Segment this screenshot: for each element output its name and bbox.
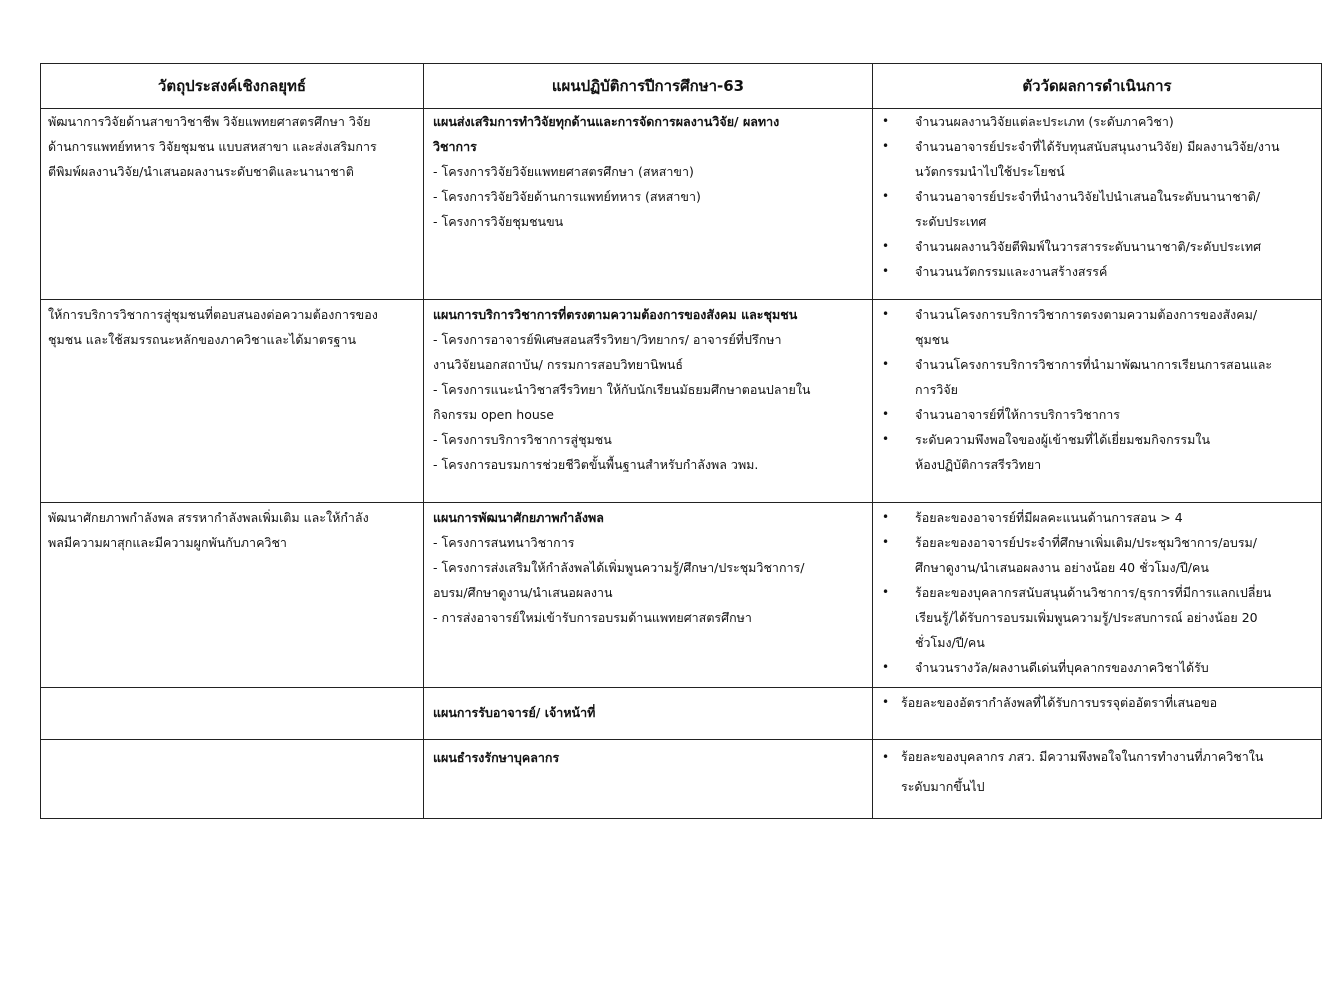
plan-title: แผนธำรงรักษาบุคลากร <box>433 750 560 765</box>
bullet-icon: • <box>882 307 890 321</box>
plan-item: งานวิจัยนอกสถาบัน/ กรรมการสอบวิทยานิพนธ์ <box>433 357 684 372</box>
plan-title: แผนส่งเสริมการทำวิจัยทุกด้านและการจัดการผลงานวิจัย/ ผลทาง <box>433 114 780 129</box>
indicator-cell <box>873 300 1322 503</box>
plan-title: แผนการพัฒนาศักยภาพกำลังพล <box>433 510 604 525</box>
plan-cell <box>424 503 873 688</box>
objective-cell <box>41 740 424 819</box>
indicator-item: • ร้อยละของอัตรากำลังพลที่ได้รับการบรรจุต่ออัตราที่เสนอขอ <box>879 690 1321 715</box>
plan-cell <box>424 300 873 503</box>
bullet-icon: • <box>882 510 890 524</box>
objective-cell <box>41 503 424 688</box>
bullet-icon: • <box>882 660 890 674</box>
bullet-icon: • <box>882 535 890 549</box>
bullet-icon: • <box>882 585 890 599</box>
bullet-icon: • <box>882 695 890 709</box>
indicator-item: • ร้อยละของอาจารย์ประจำที่ศึกษาเพิ่มเติม/ประชุมวิชาการ/อบรม/ ศึกษาดูงาน/นำเสนอผลงาน อย่างน้อย 40 ชั่วโมง/ปี/คน <box>879 530 1321 580</box>
objective-line: ให้การบริการวิชาการสู่ชุมชนที่ตอบสนองต่อความต้องการของ <box>48 307 378 322</box>
bullet-icon: • <box>882 357 890 371</box>
plan-item: - โครงการสนทนาวิชาการ <box>433 535 575 550</box>
indicator-item: • จำนวนโครงการบริการวิชาการตรงตามความต้องการของสังคม/ ชุมชน <box>879 302 1321 352</box>
plan-item: - โครงการบริการวิชาการสู่ชุมชน <box>433 432 612 447</box>
table-row <box>41 300 1322 503</box>
plan-item: - การส่งอาจารย์ใหม่เข้ารับการอบรมด้านแพทยศาสตรศึกษา <box>433 610 752 625</box>
indicator-cell <box>873 740 1322 819</box>
indicator-item: • จำนวนผลงานวิจัยแต่ละประเภท (ระดับภาควิชา) <box>879 109 1321 134</box>
objective-cell <box>41 109 424 300</box>
objective-line: ชุมชน และใช้สมรรถนะหลักของภาควิชาและได้มาตรฐาน <box>48 332 357 347</box>
header-row <box>41 64 1322 109</box>
objective-line: ตีพิมพ์ผลงานวิจัย/นำเสนอผลงานระดับชาติและนานาชาติ <box>48 164 354 179</box>
indicator-cell <box>873 688 1322 740</box>
indicator-item: • ร้อยละของบุคลากรสนับสนุนด้านวิชาการ/ธุรการที่มีการแลกเปลี่ยน เรียนรู้/ได้รับการอบรมเพิ่มพูนความรู้/ประสบการณ์ อย่างน้อย 20 ชั่วโมง/ปี/คน <box>879 580 1321 655</box>
objective-line: พลมีความผาสุกและมีความผูกพันกับภาควิชา <box>48 535 287 550</box>
indicator-item: • จำนวนรางวัล/ผลงานดีเด่นที่บุคลากรของภาควิชาได้รับ <box>879 655 1321 680</box>
objective-line: พัฒนาการวิจัยด้านสาขาวิชาชีพ วิจัยแพทยศาสตรศึกษา วิจัย <box>48 114 371 129</box>
plan-item: - โครงการส่งเสริมให้กำลังพลได้เพิ่มพูนความรู้/ศึกษา/ประชุมวิชาการ/ <box>433 560 805 575</box>
plan-title: แผนการบริการวิชาการที่ตรงตามความต้องการของสังคม และชุมชน <box>433 307 798 322</box>
plan-title: วิชาการ <box>433 139 477 154</box>
indicator-item: • ร้อยละของอาจารย์ที่มีผลคะแนนด้านการสอน > 4 <box>879 505 1321 530</box>
bullet-icon: • <box>882 407 890 421</box>
plan-cell <box>424 740 873 819</box>
bullet-icon: • <box>882 750 890 764</box>
strategy-plan-table <box>40 63 1322 819</box>
header-plan: แผนปฏิบัติการปีการศึกษา-63 <box>424 64 873 109</box>
objective-cell <box>41 688 424 740</box>
plan-cell <box>424 688 873 740</box>
table-row <box>41 740 1322 819</box>
bullet-icon: • <box>882 139 890 153</box>
indicator-item: • จำนวนอาจารย์ประจำที่ได้รับทุนสนับสนุนงานวิจัย) มีผลงานวิจัย/งาน นวัตกรรมนำไปใช้ประโยชน์ <box>879 134 1321 184</box>
bullet-icon: • <box>882 189 890 203</box>
indicator-item: • ระดับความพึงพอใจของผู้เข้าชมที่ได้เยี่ยมชมกิจกรรมใน ห้องปฏิบัติการสรีรวิทยา <box>879 427 1321 477</box>
table-row <box>41 688 1322 740</box>
indicator-item: • จำนวนผลงานวิจัยตีพิมพ์ในวารสารระดับนานาชาติ/ระดับประเทศ <box>879 234 1321 259</box>
objective-line: ด้านการแพทย์ทหาร วิจัยชุมชน แบบสหสาขา และส่งเสริมการ <box>48 139 377 154</box>
indicator-item: • จำนวนนวัตกรรมและงานสร้างสรรค์ <box>879 259 1321 284</box>
plan-title: แผนการรับอาจารย์/ เจ้าหน้าที่ <box>433 705 596 720</box>
indicator-cell <box>873 109 1322 300</box>
objective-cell <box>41 300 424 503</box>
plan-item: - โครงการวิจัยวิจัยแพทยศาสตรศึกษา (สหสาขา) <box>433 164 694 179</box>
plan-item: - โครงการวิจัยชุมชนขน <box>433 214 564 229</box>
plan-item: - โครงการวิจัยวิจัยด้านการแพทย์ทหาร (สหสาขา) <box>433 189 701 204</box>
header-indicator: ตัววัดผลการดำเนินการ <box>873 64 1322 109</box>
bullet-icon: • <box>882 239 890 253</box>
objective-line: พัฒนาศักยภาพกำลังพล สรรหากำลังพลเพิ่มเติม และให้กำลัง <box>48 510 369 525</box>
table-row <box>41 503 1322 688</box>
plan-cell <box>424 109 873 300</box>
indicator-item: • จำนวนโครงการบริการวิชาการที่นำมาพัฒนาการเรียนการสอนและ การวิจัย <box>879 352 1321 402</box>
plan-item: - โครงการอาจารย์พิเศษสอนสรีรวิทยา/วิทยากร/ อาจารย์ที่ปรึกษา <box>433 332 782 347</box>
header-objective: วัตถุประสงค์เชิงกลยุทธ์ <box>41 64 424 109</box>
bullet-icon: • <box>882 432 890 446</box>
plan-item: - โครงการแนะนำวิชาสรีรวิทยา ให้กับนักเรียนมัธยมศึกษาตอนปลายใน <box>433 382 811 397</box>
bullet-icon: • <box>882 114 890 128</box>
indicator-item: • จำนวนอาจารย์ที่ให้การบริการวิชาการ <box>879 402 1321 427</box>
indicator-cell <box>873 503 1322 688</box>
table-row <box>41 109 1322 300</box>
plan-item: - โครงการอบรมการช่วยชีวิตขั้นพื้นฐานสำหรับกำลังพล วพม. <box>433 457 759 472</box>
indicator-item: • จำนวนอาจารย์ประจำที่นำงานวิจัยไปนำเสนอในระดับนานาชาติ/ ระดับประเทศ <box>879 184 1321 234</box>
bullet-icon: • <box>882 264 890 278</box>
plan-item: กิจกรรม open house <box>433 407 554 422</box>
indicator-item: • ร้อยละของบุคลากร ภสว. มีความพึงพอใจในการทำงานที่ภาควิชาใน ระดับมากขึ้นไป <box>879 742 1321 802</box>
plan-item: อบรม/ศึกษาดูงาน/นำเสนอผลงาน <box>433 585 613 600</box>
